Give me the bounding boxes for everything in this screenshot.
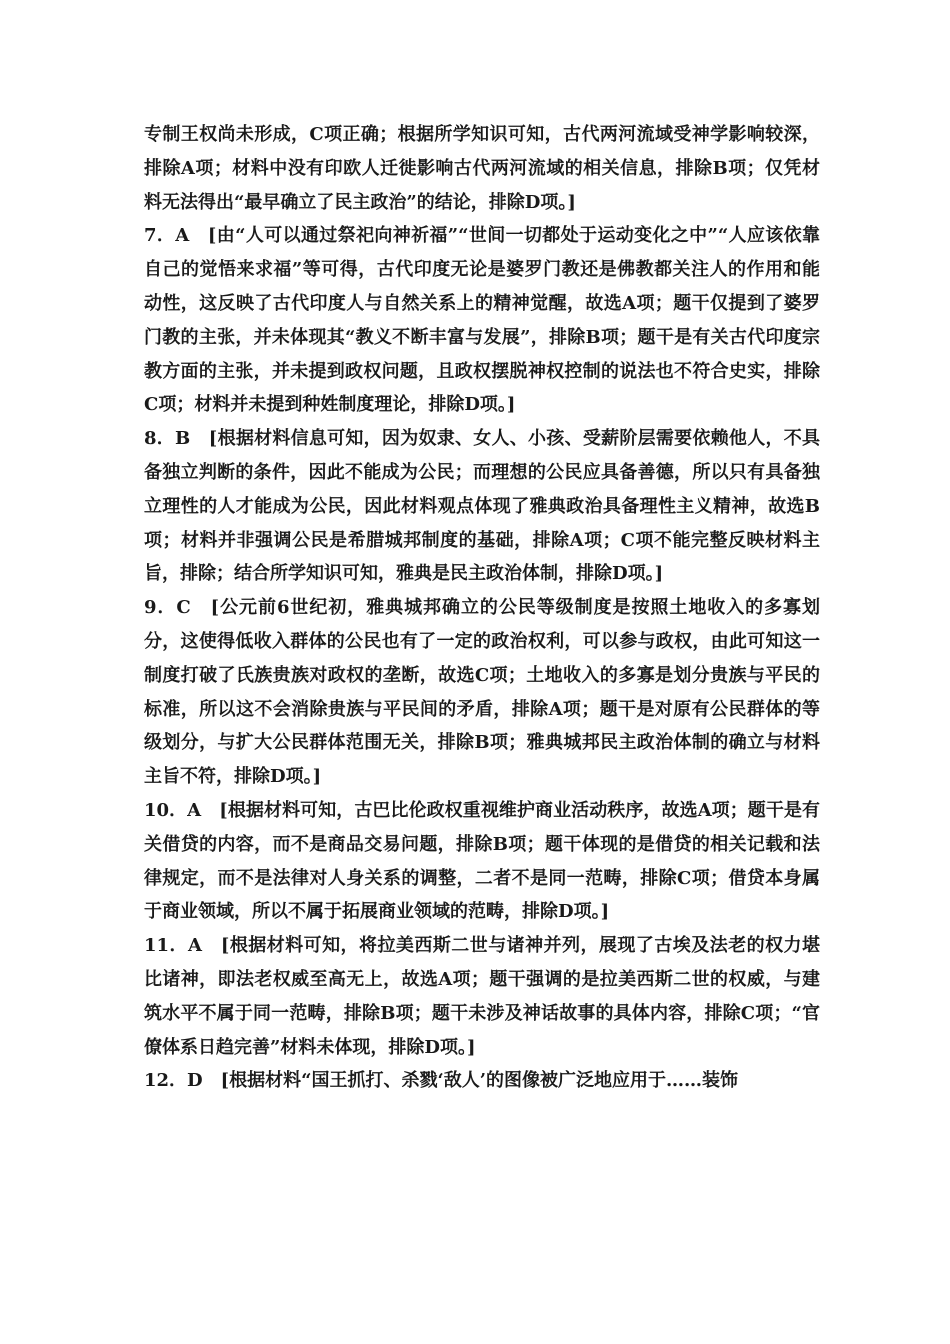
answer-item-11: 11．A [根据材料可知，将拉美西斯二世与诸神并列，展现了古埃及法老的权力堪比诸神，即法老权威至高无上，故选A项；题干强调的是拉美西斯二世的权威，与建筑水平不属于同一范畴，排除B项；题干未涉及神话故事的具体内容，排除C项；“官僚体系日趋完善”材料未体现，排除D项。] — [144, 935, 820, 1058]
answer-item-12: 12．D [根据材料“国王抓打、杀戮‘敌人’的图像被广泛地应用于……装饰 — [144, 1070, 739, 1092]
answer-item-8: 8．B [根据材料信息可知，因为奴隶、女人、小孩、受薪阶层需要依赖他人，不具备独立判断的条件，因此不能成为公民；而理想的公民应具备善德，所以只有具备独立理性的人才能成为公民，因此材料观点体现了雅典政治具备理性主义精神，故选B项；材料并非强调公民是希腊城邦制度的基础，排除A项；C项不能完整反映材料主旨，排除；结合所学知识可知，雅典是民主政治体制，排除D项。] — [144, 428, 820, 585]
answer-continuation: 专制王权尚未形成，C项正确；根据所学知识可知，古代两河流域受神学影响较深，排除A项；材料中没有印欧人迁徙影响古代两河流域的相关信息，排除B项；仅凭材料无法得出“最早确立了民主政治”的结论，排除D项。] — [144, 124, 820, 213]
answer-item-10: 10．A [根据材料可知，古巴比伦政权重视维护商业活动秩序，故选A项；题干是有关借贷的内容，而不是商品交易问题，排除B项；题干体现的是借贷的相关记载和法律规定，而不是法律对人身关系的调整，二者不是同一范畴，排除C项；借贷本身属于商业领域，所以不属于拓展商业领域的范畴，排除D项。] — [144, 799, 820, 923]
answer-item-9: 9．C [公元前6世纪初，雅典城邦确立的公民等级制度是按照土地收入的多寡划分，这使得低收入群体的公民也有了一定的政治权利，可以参与政权，由此可知这一制度打破了氏族贵族对政权的垄断，故选C项；土地收入的多寡是划分贵族与平民的标准，所以这不会消除贵族与平民间的矛盾，排除A项；题干是对原有公民群体的等级划分，与扩大公民群体范围无关，排除B项；雅典城邦民主政治体制的确立与材料主旨不符，排除D项。] — [144, 597, 820, 788]
answer-item-7: 7．A [由“人可以通过祭祀向神祈福”“世间一切都处于运动变化之中”“人应该依靠自己的觉悟来求福”等可得，古代印度无论是婆罗门教还是佛教都关注人的作用和能动性，这反映了古代印度人与自然关系上的精神觉醒，故选A项；题干仅提到了婆罗门教的主张，并未体现其“教义不断丰富与发展”，排除B项；题干是有关古代印度宗教方面的主张，并未提到政权问题，且政权摆脱神权控制的说法也不符合史实，排除C项；材料并未提到种姓制度理论，排除D项。] — [144, 225, 820, 416]
answer-explanations — [144, 118, 820, 1098]
